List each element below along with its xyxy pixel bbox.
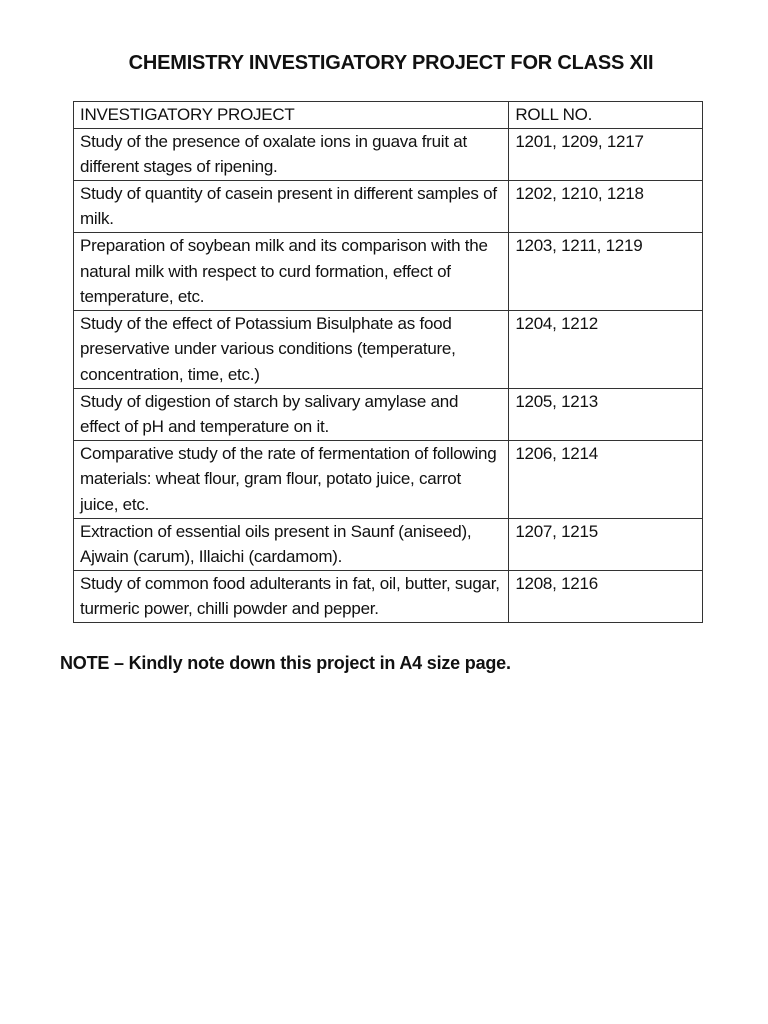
table-row	[74, 570, 703, 622]
project-cell: Study of the effect of Potassium Bisulphate as food preservative under various conditions (temperature, concentration, time, etc.)	[74, 310, 509, 388]
project-cell: Preparation of soybean milk and its comparison with the natural milk with respect to curd formation, effect of temperature, etc.	[74, 232, 509, 310]
project-cell: Study of common food adulterants in fat, oil, butter, sugar, turmeric power, chilli powder and pepper.	[74, 570, 509, 622]
roll-cell: 1206, 1214	[509, 440, 703, 518]
roll-cell: 1205, 1213	[509, 388, 703, 440]
table-row	[74, 128, 703, 180]
project-cell: Study of digestion of starch by salivary amylase and effect of pH and temperature on it.	[74, 388, 509, 440]
table-row	[74, 440, 703, 518]
table-row	[74, 310, 703, 388]
table-row	[74, 232, 703, 310]
table-row	[74, 518, 703, 570]
header-investigatory-project: INVESTIGATORY PROJECT	[74, 102, 509, 129]
roll-cell: 1201, 1209, 1217	[509, 128, 703, 180]
header-roll-no: ROLL NO.	[509, 102, 703, 129]
roll-cell: 1203, 1211, 1219	[509, 232, 703, 310]
table-header-row	[74, 102, 703, 129]
roll-cell: 1207, 1215	[509, 518, 703, 570]
page-title: CHEMISTRY INVESTIGATORY PROJECT FOR CLASS XII	[128, 52, 654, 74]
table-row	[74, 180, 703, 232]
table-row	[74, 388, 703, 440]
project-cell: Comparative study of the rate of fermentation of following materials: wheat flour, gram flour, potato juice, carrot juice, etc.	[74, 440, 509, 518]
project-table	[73, 101, 703, 623]
project-cell: Extraction of essential oils present in Saunf (aniseed), Ajwain (carum), Illaichi (cardamom).	[74, 518, 509, 570]
roll-cell: 1208, 1216	[509, 570, 703, 622]
project-cell: Study of quantity of casein present in different samples of milk.	[74, 180, 509, 232]
project-cell: Study of the presence of oxalate ions in guava fruit at different stages of ripening.	[74, 128, 509, 180]
note-text: NOTE – Kindly note down this project in A4 size page.	[60, 653, 511, 673]
roll-cell: 1202, 1210, 1218	[509, 180, 703, 232]
roll-cell: 1204, 1212	[509, 310, 703, 388]
